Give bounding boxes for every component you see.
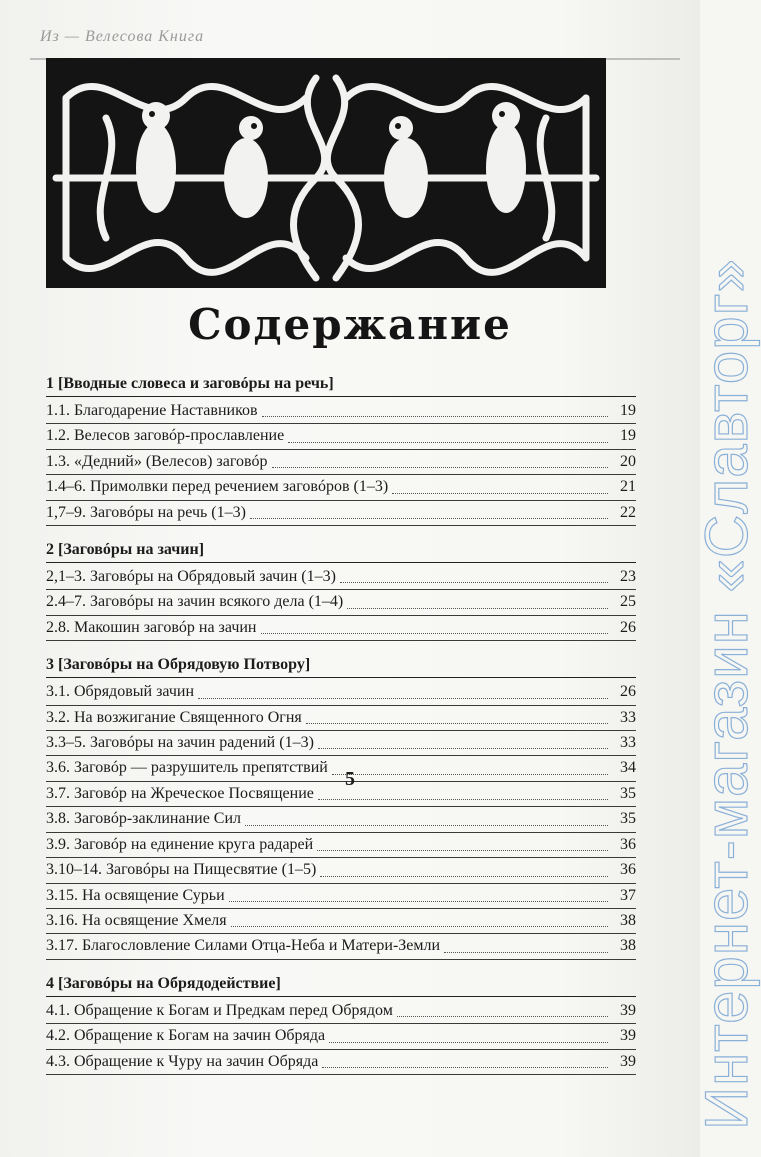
toc-entry <box>46 706 636 731</box>
toc-entry-page: 35 <box>620 810 636 828</box>
dot-leader <box>262 416 608 417</box>
toc-entry <box>46 399 636 424</box>
toc-entry-title: 4.3. Обращение к Чуру на зачин Обряда <box>46 1052 319 1070</box>
toc-entry-title: 3.6. Заговóр — разрушитель препятствий <box>46 759 328 777</box>
dot-leader <box>329 1042 608 1043</box>
toc-entry-title: 3.9. Заговóр на единение круга радарей <box>46 835 314 853</box>
toc-section-heading: 2 [Заговóры на зачин] <box>46 538 636 563</box>
toc-entry-page: 19 <box>620 402 636 419</box>
toc-entry-page: 33 <box>620 708 636 726</box>
toc-entry-page: 26 <box>620 683 636 701</box>
watermark <box>622 180 760 1140</box>
toc-entry <box>46 1024 636 1049</box>
toc-entry-page: 23 <box>620 568 636 586</box>
toc-entry-page: 22 <box>620 503 636 521</box>
dot-leader <box>198 698 608 699</box>
dot-leader <box>306 723 608 724</box>
dot-leader <box>229 901 608 902</box>
toc-entry-page: 35 <box>620 784 636 802</box>
toc-entry-page: 37 <box>620 886 636 904</box>
toc-section <box>46 972 636 1075</box>
toc-entry-title: 3.10–14. Заговóры на Пищесвятие (1–5) <box>46 861 317 879</box>
dot-leader <box>231 926 608 927</box>
toc-entry-page: 39 <box>620 1027 636 1045</box>
toc-entry-page: 38 <box>620 937 636 955</box>
toc-entry-title: 3.3–5. Заговóры на зачин радений (1–3) <box>46 734 314 752</box>
toc-entry-title: 1.1. Благодарение Наставников <box>46 402 258 419</box>
toc-entry-page: 38 <box>620 911 636 929</box>
dot-leader <box>288 442 608 443</box>
toc-entry <box>46 884 636 909</box>
dot-leader <box>347 608 608 609</box>
dot-leader <box>340 582 608 583</box>
toc-entry-title: 3.17. Благословление Силами Отца-Неба и Матери-Земли <box>46 937 441 955</box>
toc-entry-title: 1.2. Велесов заговóр-прославление <box>46 427 285 445</box>
toc-entry-page: 20 <box>620 452 636 470</box>
toc-entry-page: 21 <box>620 478 636 496</box>
toc-entry-page: 34 <box>620 759 636 777</box>
toc-entry-page: 36 <box>620 861 636 879</box>
toc-entry-page: 19 <box>620 427 636 445</box>
toc-entry-page: 39 <box>620 1052 636 1070</box>
toc-entry <box>46 934 636 959</box>
toc-section <box>46 538 636 641</box>
toc-section <box>46 372 636 526</box>
dot-leader <box>322 1067 608 1068</box>
dot-leader <box>245 825 608 826</box>
toc-entry-page: 25 <box>620 593 636 611</box>
page-title: Содержание <box>188 300 512 349</box>
toc-entry-page: 39 <box>620 1001 636 1019</box>
toc-entry-title: 1,7–9. Заговóры на речь (1–3) <box>46 503 246 521</box>
toc-entry-title: 2.8. Макошин заговóр на зачин <box>46 618 257 636</box>
toc-entry <box>46 616 636 641</box>
toc-entry <box>46 424 636 449</box>
toc-entry-title: 4.2. Обращение к Богам на зачин Обряда <box>46 1027 326 1045</box>
toc-entry-page: 26 <box>620 618 636 636</box>
dot-leader <box>318 748 608 749</box>
toc-entry-title: 3.1. Обрядовый зачин <box>46 683 195 701</box>
dot-leader <box>250 518 608 519</box>
toc-entry <box>46 565 636 590</box>
toc-entry <box>46 590 636 615</box>
toc-entry-title: 3.7. Заговóр на Жреческое Посвящение <box>46 784 314 802</box>
dot-leader <box>320 876 608 877</box>
toc-entry <box>46 999 636 1024</box>
toc-entry <box>46 731 636 756</box>
toc-entry-title: 1.3. «Дедний» (Велесов) заговóр <box>46 452 268 470</box>
watermark-text: Интернет-магазин «Славторг» <box>693 258 760 1130</box>
toc-entry-title: 3.15. На освящение Сурьи <box>46 886 225 904</box>
dot-leader <box>261 633 609 634</box>
toc-entry <box>46 475 636 500</box>
toc-entry-title: 3.2. На возжигание Священного Огня <box>46 708 302 726</box>
dot-leader <box>444 952 608 953</box>
toc-entry <box>46 858 636 883</box>
toc-entry-page: 33 <box>620 734 636 752</box>
toc-entry-title: 3.16. На освящение Хмеля <box>46 911 227 929</box>
toc-entry-title: 3.8. Заговóр-заклинание Сил <box>46 810 242 828</box>
toc-entry-title: 1.4–6. Примолвки перед речением заговóров (1–3) <box>46 478 389 496</box>
toc-entry <box>46 833 636 858</box>
dot-leader <box>318 799 608 800</box>
toc-entry-title: 2.4–7. Заговóры на зачин всякого дела (1–4) <box>46 593 344 611</box>
toc-section-heading: 1 [Вводные словеса и заговóры на речь] <box>46 372 636 397</box>
table-of-contents <box>46 372 636 1087</box>
dot-leader <box>317 850 608 851</box>
toc-entry <box>46 501 636 526</box>
running-head: Из — Велесова Книга <box>40 28 205 45</box>
dot-leader <box>272 467 608 468</box>
toc-entry <box>46 807 636 832</box>
knotwork-ornament-image <box>46 58 606 288</box>
page-number: 5 <box>345 768 355 790</box>
toc-entry <box>46 450 636 475</box>
toc-entry-title: 2,1–3. Заговóры на Обрядовый зачин (1–3) <box>46 568 336 586</box>
toc-entry <box>46 680 636 705</box>
toc-entry-title: 4.1. Обращение к Богам и Предкам перед Обрядом <box>46 1001 393 1019</box>
toc-section <box>46 653 636 959</box>
toc-entry <box>46 1050 636 1075</box>
toc-section-heading: 4 [Заговóры на Обрядодействие] <box>46 972 636 997</box>
toc-entry <box>46 909 636 934</box>
dot-leader <box>397 1016 608 1017</box>
toc-section-heading: 3 [Заговóры на Обрядовую Потвору] <box>46 653 636 678</box>
toc-entry-page: 36 <box>620 835 636 853</box>
dot-leader <box>392 493 608 494</box>
